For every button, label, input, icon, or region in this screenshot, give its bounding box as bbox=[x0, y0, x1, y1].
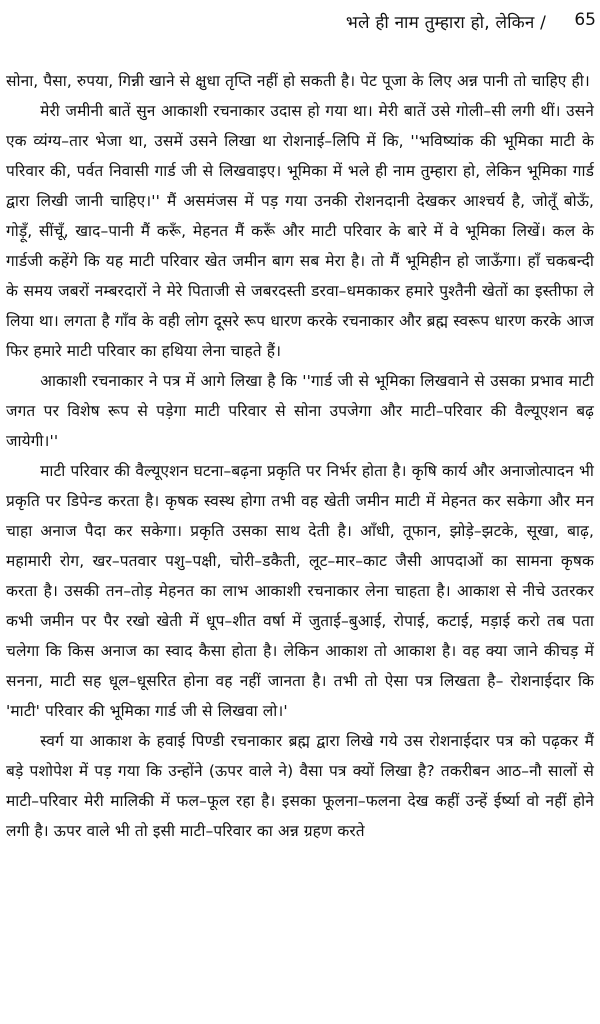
paragraph-3: आकाशी रचनाकार ने पत्र में आगे लिखा है कि ''गार्ड जी से भूमिका लिखवाने से उसका प्रभाव माटी जगत पर विशेष रूप से पड़ेगा माटी परिवार से सोना उपजेगा और माटी–परिवार की वैल्यूएशन बढ़ जायेगी।'' bbox=[6, 372, 594, 450]
body-text bbox=[6, 66, 594, 846]
running-title: भले ही नाम तुम्हारा हो, लेकिन / bbox=[345, 13, 546, 33]
paragraph-5: स्वर्ग या आकाश के हवाई पिण्डी रचनाकार ब्रह्म द्वारा लिखे गये उस रोशनाईदार पत्र को पढ़कर मैं बड़े पशोपेश में पड़ गया कि उन्होंने (ऊपर वाले ने) वैसा पत्र क्यों लिखा है? तकरीबन आठ–नौ सालों से माटी–परिवार मेरी मालिकी में फल–फूल रहा है। इसका फूलना–फलना देख कहीं उन्हें ईर्ष्या वो नहीं होने लगी है। ऊपर वाले भी तो इसी माटी–परिवार का अन्न ग्रहण करते bbox=[6, 732, 594, 840]
paragraph-2: मेरी जमीनी बातें सुन आकाशी रचनाकार उदास हो गया था। मेरी बातें उसे गोली–सी लगी थीं। उसने एक व्यंग्य–तार भेजा था, उसमें उसने लिखा था रोशनाई–लिपि में कि, ''भविष्यांक की भूमिका माटी के परिवार की, पर्वत निवासी गार्ड जी से लिखवाइए। भूमिका में भले ही नाम तुम्हारा हो, लेकिन भूमिका गार्ड द्वारा लिखी जानी चाहिए।'' मैं असमंजस में पड़ गया उनकी रोशनदानी देखकर आश्चर्य है, जोतूँ बोऊँ, गोड़ूँ, सींचूँ, खाद–पानी मैं करूँ, मेहनत मैं करूँ और माटी परिवार के बारे में वे भूमिका लिखें। कल के गार्डजी कहेंगे कि यह माटी परिवार खेत जमीन बाग सब मेरा है। तो मैं भूमिहीन हो जाऊँगा। हाँ चकबन्दी के समय जबरों नम्बरदारों ने मेरे पिताजी से जबरदस्ती डरवा–धमकाकर हमारे पुश्तैनी खेतों का इस्तीफा ले लिया था। लगता है गाँव के वही लोग दूसरे रूप धारण करके रचनाकार और ब्रह्म स्वरूप धारण करके आज फिर हमारे माटी परिवार का हथिया लेना चाहते हैं। bbox=[6, 102, 594, 360]
paragraph-4: माटी परिवार की वैल्यूएशन घटना–बढ़ना प्रकृति पर निर्भर होता है। कृषि कार्य और अनाजोत्पादन भी प्रकृति पर डिपेन्ड करता है। कृषक स्वस्थ होगा तभी वह खेती जमीन माटी में मेहनत कर सकेगा और मन चाहा अनाज पैदा कर सकेगा। प्रकृति उसका साथ देती है। आँधी, तूफान, झोड़े–झटके, सूखा, बाढ़, महामारी रोग, खर–पतवार पशु–पक्षी, चोरी–डकैती, लूट–मार–काट जैसी आपदाओं का सामना कृषक करता है। उसकी तन–तोड़ मेहनत का लाभ आकाशी रचनाकार लेना चाहता है। आकाश से नीचे उतरकर कभी जमीन पर पैर रखो खेती में धूप–शीत वर्षा में जुताई–बुआई, रोपाई, कटाई, मड़ाई करो तब पता चलेगा कि किस अनाज का स्वाद कैसा होता है। लेकिन आकाश तो आकाश है। वह क्या जाने कीचड़ में सनना, माटी सह धूल–धूसरित होना वह नहीं जानता है। तभी तो ऐसा पत्र लिखता है– रोशनाईदार कि 'माटी' परिवार की भूमिका गार्ड जी से लिखवा लो।' bbox=[6, 462, 594, 720]
running-header bbox=[0, 4, 600, 40]
page-number: 65 bbox=[574, 10, 596, 30]
paragraph-1: सोना, पैसा, रुपया, गिन्नी खाने से क्षुधा तृप्ति नहीं हो सकती है। पेट पूजा के लिए अन्न पानी तो चाहिए ही। bbox=[6, 72, 590, 90]
